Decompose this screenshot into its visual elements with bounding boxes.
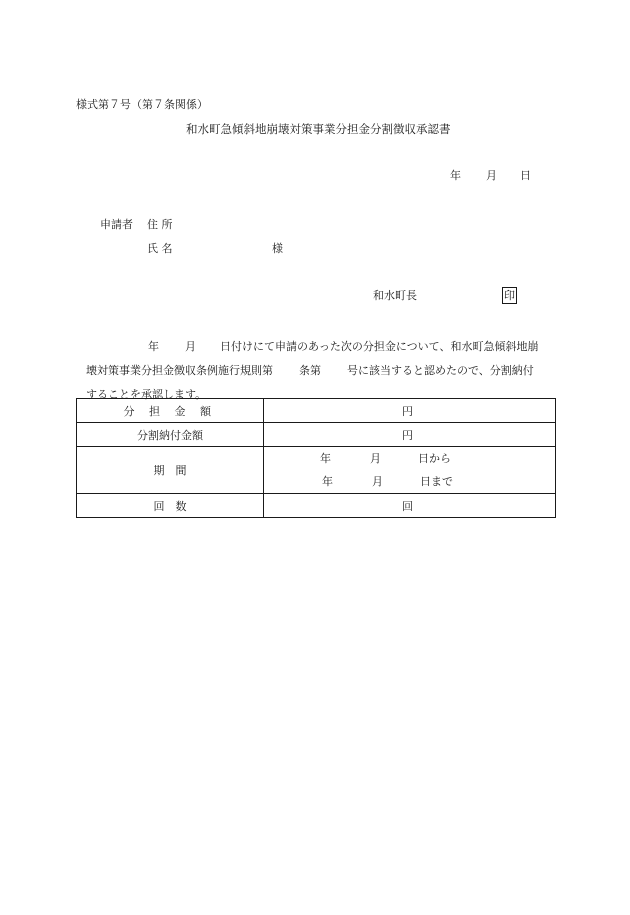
table-value [264,423,556,447]
table-row [77,399,556,423]
table-label: 期 間 [77,447,264,494]
period-to [264,470,555,493]
from-day: 日から [418,452,451,465]
date-day: 日 [520,169,531,182]
body-line-2-rest: 号に該当すると認めたので、分割納付 [347,364,534,377]
installment-table [76,398,556,518]
body-line-1-text: 日付けにて申請のあった次の分担金について、和水町急傾斜地崩 [220,340,539,353]
table-value [264,399,556,423]
period-from [264,447,555,470]
table-value [264,494,556,518]
table-label: 分割納付金額 [77,423,264,447]
to-day: 日まで [420,475,453,488]
honorific: 様 [272,242,283,255]
date-month: 月 [486,169,497,182]
body-month: 月 [185,340,196,353]
table-label: 分 担 金 額 [77,399,264,423]
table-row [77,494,556,518]
document-title: 和水町急傾斜地崩壊対策事業分担金分割徴収承認書 [186,122,451,136]
to-month: 月 [372,475,383,488]
body-article: 条第 [299,364,321,377]
body-line-2-start: 壊対策事業分担金徴収条例施行規則第 [86,364,273,377]
body-line-1 [86,335,561,359]
form-reference: 様式第７号（第７条関係） [76,98,208,111]
to-year: 年 [322,475,333,488]
applicant-label: 申請者 [100,218,133,231]
unit-times: 回 [402,499,413,513]
unit-yen: 円 [402,404,413,418]
body-line-2 [86,359,561,383]
name-label: 氏 名 [147,242,173,255]
unit-yen: 円 [402,428,413,442]
seal-mark: 印 [504,289,515,302]
approval-text [86,335,561,407]
body-line-3: することを承認します。 [86,388,207,401]
period-cell [264,447,556,494]
table-row [77,447,556,494]
address-label: 住 所 [147,218,173,231]
from-year: 年 [320,452,331,465]
from-month: 月 [370,452,381,465]
body-year: 年 [148,340,159,353]
date-year: 年 [450,169,461,182]
table-label: 回 数 [77,494,264,518]
table-row [77,423,556,447]
issuer-name: 和水町長 [373,289,417,302]
